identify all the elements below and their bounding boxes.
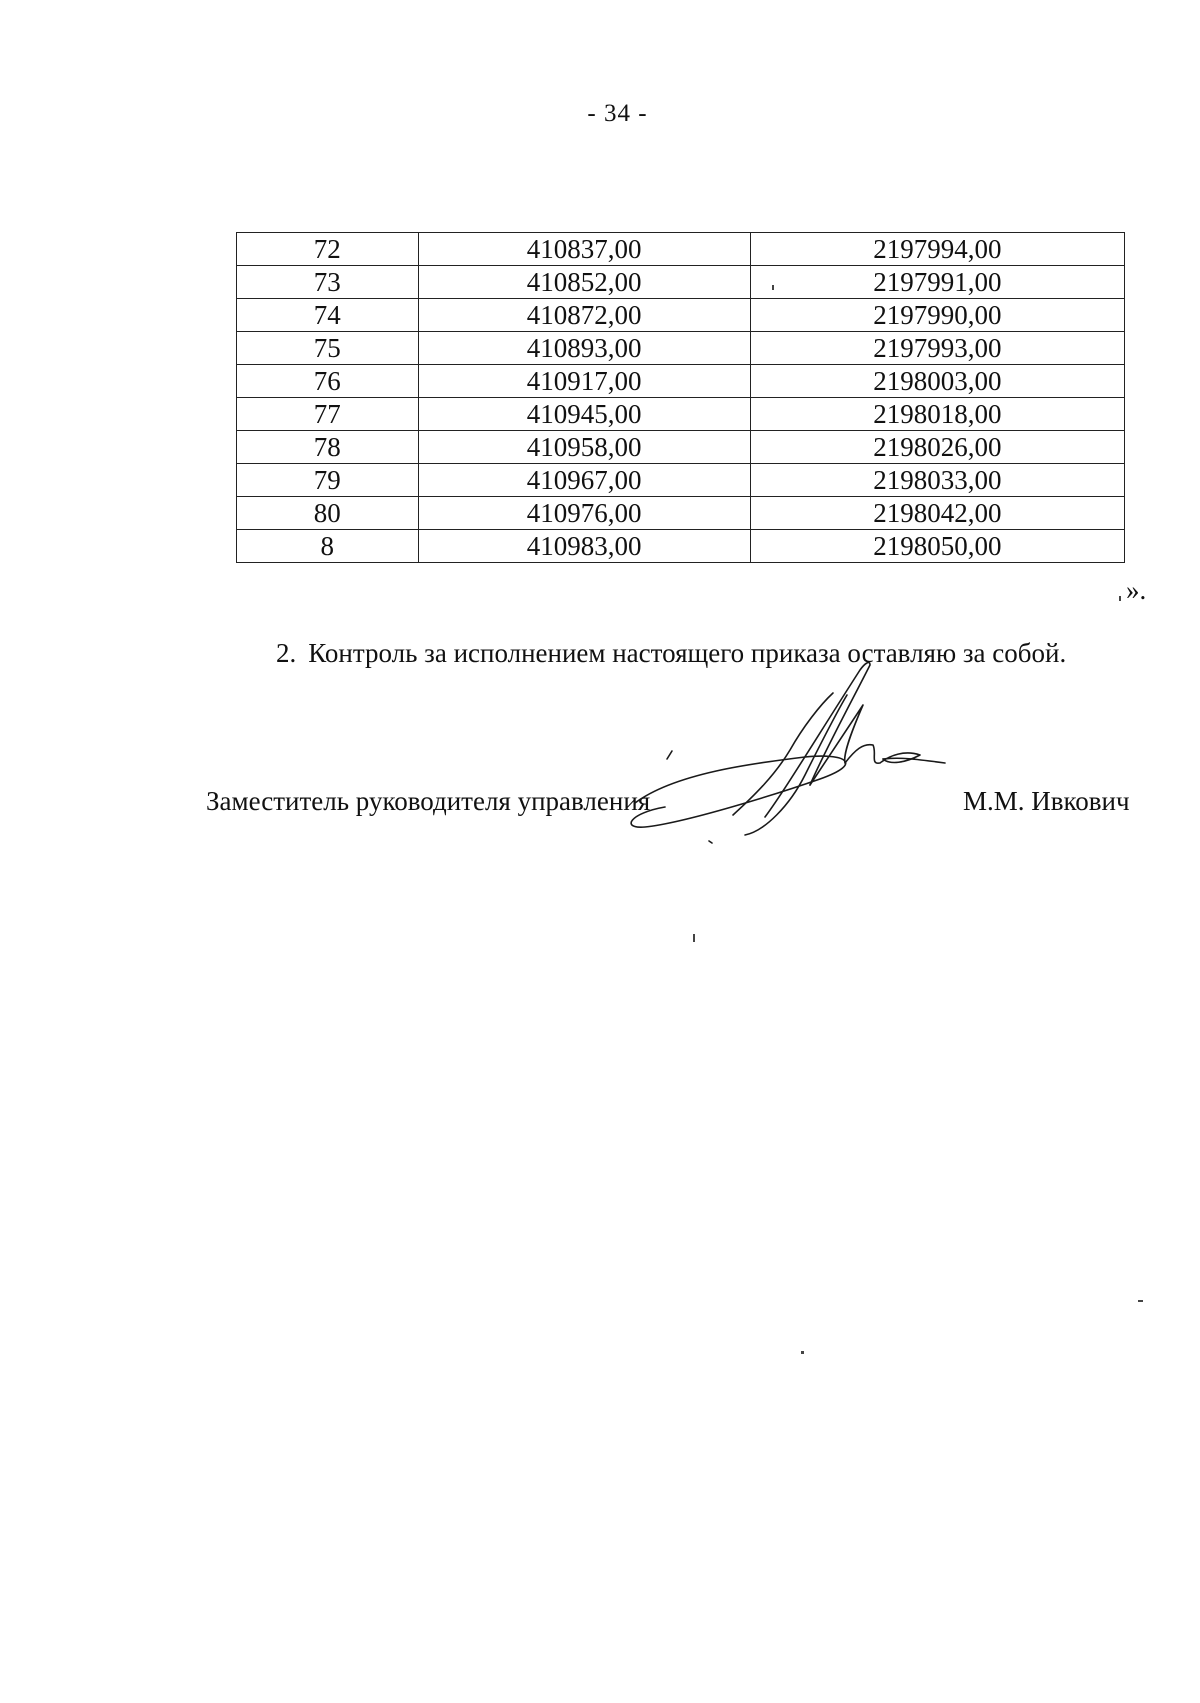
point-number-cell: 77 (237, 398, 419, 431)
point-number-cell: 73 (237, 266, 419, 299)
speck-mark (1138, 1300, 1143, 1302)
point-number-cell: 78 (237, 431, 419, 464)
y-coordinate-cell: 2197994,00 (750, 233, 1124, 266)
y-coordinate-cell: 2198018,00 (750, 398, 1124, 431)
table-row (237, 497, 1125, 530)
paragraph-number: 2. (276, 638, 297, 668)
point-number-cell: 72 (237, 233, 419, 266)
table-row (237, 530, 1125, 563)
point-number-cell: 74 (237, 299, 419, 332)
closing-quote: ». (1126, 575, 1147, 605)
x-coordinate-cell: 410983,00 (418, 530, 750, 563)
point-number-cell: 75 (237, 332, 419, 365)
y-coordinate-cell: 2197990,00 (750, 299, 1124, 332)
x-coordinate-cell: 410837,00 (418, 233, 750, 266)
point-number-cell: 79 (237, 464, 419, 497)
handwritten-signature (615, 655, 955, 855)
y-coordinate-cell: 2197991,00 (750, 266, 1124, 299)
table-row (237, 365, 1125, 398)
point-number-cell: 76 (237, 365, 419, 398)
speck-mark (693, 934, 695, 942)
point-number-cell: 8 (237, 530, 419, 563)
x-coordinate-cell: 410945,00 (418, 398, 750, 431)
x-coordinate-cell: 410893,00 (418, 332, 750, 365)
paragraph-text: Контроль за исполнением настоящего приказа оставляю за собой. (308, 638, 1067, 668)
y-coordinate-cell: 2198042,00 (750, 497, 1124, 530)
coordinates-table-body (237, 233, 1125, 563)
signer-title: Заместитель руководителя управления (206, 786, 651, 816)
x-coordinate-cell: 410976,00 (418, 497, 750, 530)
x-coordinate-cell: 410852,00 (418, 266, 750, 299)
x-coordinate-cell: 410917,00 (418, 365, 750, 398)
table-row (237, 266, 1125, 299)
y-coordinate-cell: 2198050,00 (750, 530, 1124, 563)
y-coordinate-cell: 2198026,00 (750, 431, 1124, 464)
signer-name: М.М. Ивкович (963, 786, 1130, 816)
table-row (237, 431, 1125, 464)
table-row (237, 464, 1125, 497)
table-row (237, 233, 1125, 266)
x-coordinate-cell: 410958,00 (418, 431, 750, 464)
y-coordinate-cell: 2198003,00 (750, 365, 1124, 398)
speck-mark (801, 1351, 804, 1354)
coordinates-table (236, 232, 1125, 563)
x-coordinate-cell: 410967,00 (418, 464, 750, 497)
speck-mark (772, 285, 774, 290)
table-row (237, 398, 1125, 431)
table-row (237, 299, 1125, 332)
speck-mark (1119, 596, 1121, 601)
page-number: - 34 - (587, 100, 648, 127)
y-coordinate-cell: 2198033,00 (750, 464, 1124, 497)
x-coordinate-cell: 410872,00 (418, 299, 750, 332)
point-number-cell: 80 (237, 497, 419, 530)
table-row (237, 332, 1125, 365)
y-coordinate-cell: 2197993,00 (750, 332, 1124, 365)
